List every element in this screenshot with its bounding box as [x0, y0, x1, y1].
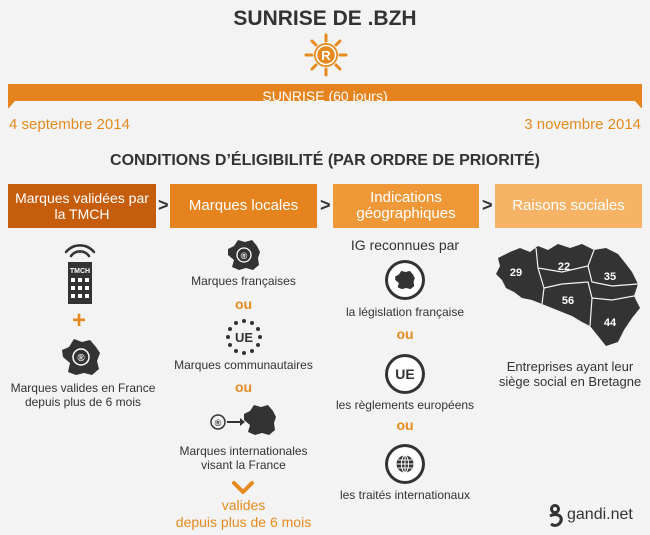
french-law-label: la législation française: [345, 305, 465, 319]
badge-inner: [388, 263, 422, 297]
international-treaties-badge: [385, 444, 425, 484]
eu-regulations-badge: [385, 354, 425, 394]
international-marks-label: [160, 444, 327, 472]
tmch-building-icon: [56, 238, 104, 306]
gandi-logo-icon: [546, 502, 564, 528]
french-law-badge: [385, 260, 425, 300]
department-label: 29: [509, 267, 523, 279]
sun-icon: [304, 33, 348, 77]
international-treaties-label: les traités internationaux: [339, 488, 471, 502]
start-date: 4 septembre 2014: [9, 116, 130, 133]
validity-line: depuis plus de 6 mois: [175, 514, 312, 530]
or-label: ou: [396, 417, 414, 433]
caption-line: Marques valides en France: [10, 381, 156, 395]
end-date: 3 novembre 2014: [524, 116, 641, 133]
plus-sign: +: [72, 307, 87, 334]
community-marks-label: Marques communautaires: [174, 358, 313, 372]
registered-symbol: ®: [214, 418, 222, 428]
france-map-icon: [394, 269, 416, 291]
box-local-marks: Marques locales: [170, 184, 317, 228]
timeline-label: SUNRISE (60 jours): [262, 88, 388, 104]
caption-line: siège social en Bretagne: [498, 374, 642, 389]
chevron-down-icon: [231, 480, 255, 496]
validity-line: valides: [221, 497, 266, 513]
box-company-names: Raisons sociales: [495, 184, 642, 228]
france-map-icon: [226, 238, 262, 272]
eu-label: UE: [234, 330, 254, 345]
col4-caption: [490, 359, 650, 389]
eu-stars-icon: [225, 318, 263, 356]
tmch-label: TMCH: [69, 268, 91, 275]
globe-icon: [395, 454, 415, 474]
page-title: SUNRISE DE .BZH: [233, 7, 417, 30]
department-label: 35: [603, 271, 617, 283]
arrow-separator: >: [320, 195, 331, 215]
arrow-separator: >: [158, 195, 169, 215]
department-label: 44: [603, 317, 617, 329]
department-label: 56: [561, 295, 575, 307]
eu-label: UE: [388, 357, 422, 391]
sun-symbol: R: [321, 48, 331, 63]
department-label: 22: [557, 261, 571, 273]
badge-inner: [388, 447, 422, 481]
brand-name: gandi.net: [567, 506, 633, 523]
validity-note: [150, 497, 337, 531]
arrow-separator: >: [482, 195, 493, 215]
ig-header: IG reconnues par: [350, 237, 460, 253]
french-marks-label: Marques françaises: [191, 274, 296, 288]
col1-caption: [0, 381, 166, 409]
caption-line: depuis plus de 6 mois: [24, 395, 142, 409]
caption-line: visant la France: [201, 458, 286, 472]
brittany-map: [492, 238, 644, 350]
or-label: ou: [234, 296, 253, 312]
eu-regulations-label: les règlements européens: [335, 398, 475, 412]
caption-line: Marques internationales: [179, 444, 308, 458]
caption-line: Entreprises ayant leur: [506, 359, 634, 374]
registered-symbol: ®: [240, 251, 248, 261]
box-tmch: Marques validées par la TMCH: [8, 184, 156, 228]
conditions-title: CONDITIONS D’ÉLIGIBILITÉ (PAR ORDRE DE PRIORITÉ): [110, 152, 540, 169]
or-label: ou: [396, 326, 414, 342]
or-label: ou: [234, 379, 253, 395]
box-geo-indications: Indications géographiques: [333, 184, 479, 228]
france-map-icon: [60, 337, 102, 377]
registered-symbol: ®: [77, 353, 85, 364]
international-marks-icon: [210, 402, 282, 442]
